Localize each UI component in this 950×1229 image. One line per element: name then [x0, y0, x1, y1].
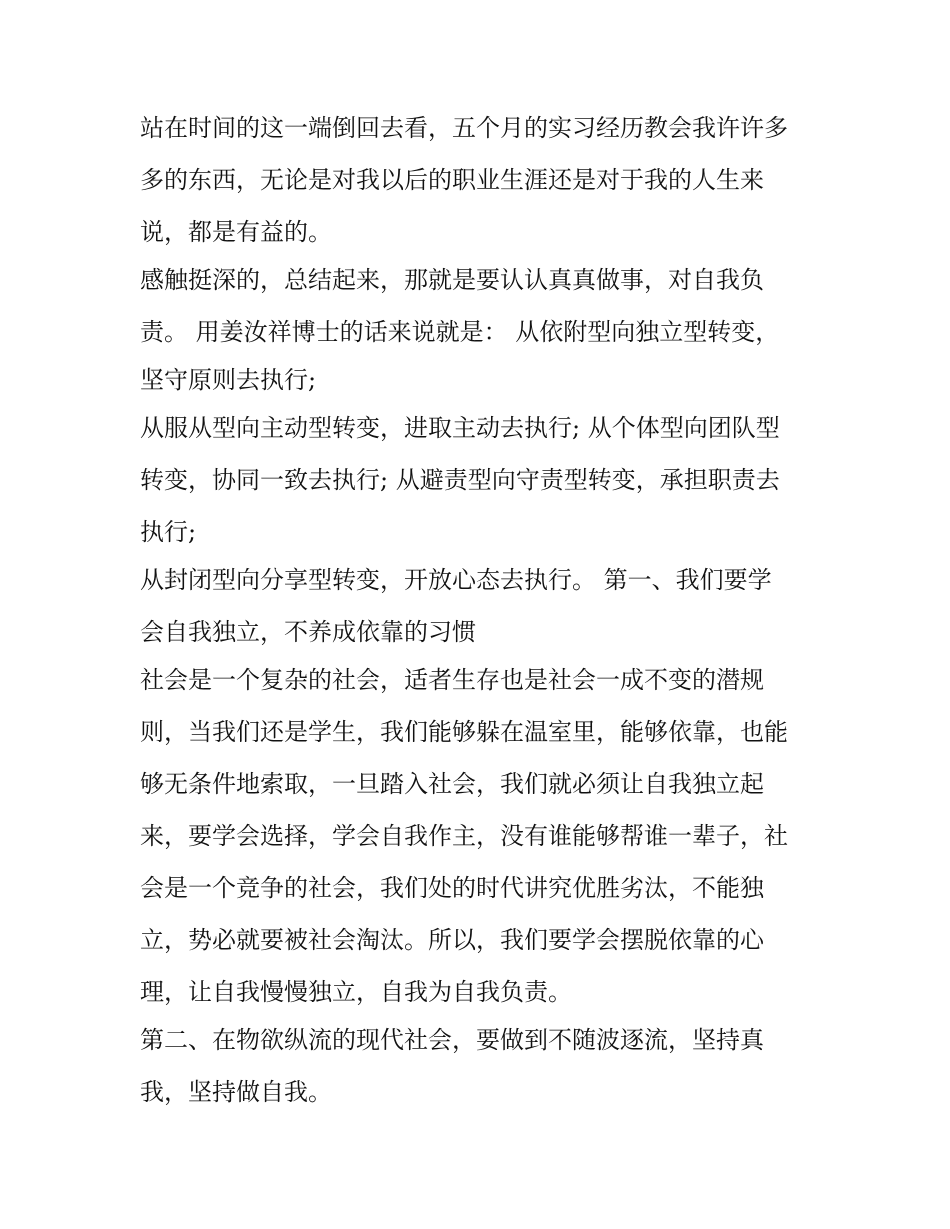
text-line: 第二、在物欲纵流的现代社会，要做到不随波逐流，坚持真 — [140, 1026, 764, 1054]
text-line: 理，让自我慢慢独立，自我为自我负责。 — [140, 978, 572, 1006]
text-line: 来，要学会选择，学会自我作主，没有谁能够帮谁一辈子，社 — [140, 822, 788, 850]
text-line: 我，坚持做自我。 — [140, 1078, 332, 1106]
text-line: 执行; — [140, 518, 197, 546]
text-line: 社会是一个复杂的社会，适者生存也是社会一成不变的潜规 — [140, 666, 764, 694]
text-line: 则，当我们还是学生，我们能够躲在温室里，能够依靠，也能 — [140, 718, 788, 746]
text-line: 多的东西，无论是对我以后的职业生涯还是对于我的人生来 — [140, 166, 764, 194]
text-line: 从服从型向主动型转变，进取主动去执行; 从个体型向团队型 — [140, 414, 780, 442]
text-line: 感触挺深的，总结起来，那就是要认认真真做事，对自我负 — [140, 266, 764, 294]
text-line: 转变，协同一致去执行; 从避责型向守责型转变，承担职责去 — [140, 466, 780, 494]
text-line: 会自我独立，不养成依靠的习惯 — [140, 618, 476, 646]
text-line: 立，势必就要被社会淘汰。所以，我们要学会摆脱依靠的心 — [140, 926, 764, 954]
text-line: 责。 用姜汝祥博士的话来说就是： 从依附型向独立型转变， — [140, 318, 780, 346]
text-line: 坚守原则去执行; — [140, 366, 317, 394]
text-line: 够无条件地索取，一旦踏入社会，我们就必须让自我独立起 — [140, 770, 764, 798]
text-line: 站在时间的这一端倒回去看，五个月的实习经历教会我许许多 — [140, 114, 788, 142]
document-body — [140, 104, 830, 1120]
text-line: 说，都是有益的。 — [140, 218, 332, 246]
text-line: 会是一个竞争的社会，我们处的时代讲究优胜劣汰，不能独 — [140, 874, 764, 902]
text-line: 从封闭型向分享型转变，开放心态去执行。 第一、我们要学 — [140, 566, 772, 594]
